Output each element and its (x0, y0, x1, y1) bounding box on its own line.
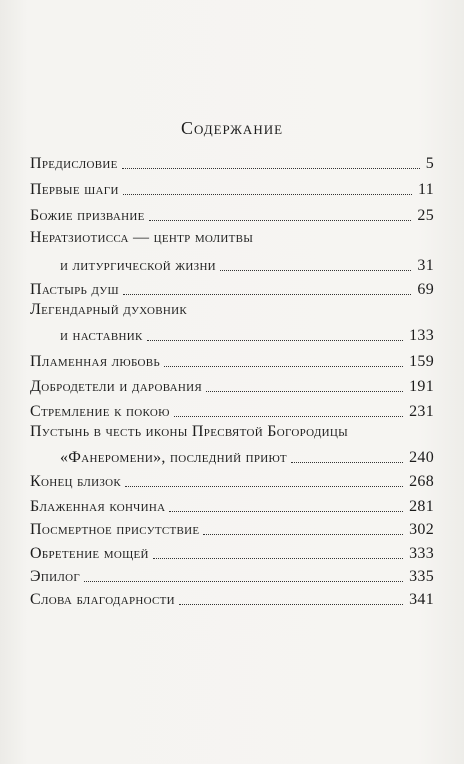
leader-dots (123, 293, 412, 295)
toc-entry-page: 335 (409, 568, 434, 585)
toc-entry-title: Пастырь душ (30, 281, 119, 298)
toc-entry (30, 542, 434, 564)
toc-entry (30, 518, 434, 540)
leader-dots (220, 269, 411, 271)
leader-dots (203, 533, 403, 535)
toc-entry (30, 350, 434, 372)
toc-entry-title-line1: Пустынь в честь иконы Пресвятой Богородицы (30, 423, 349, 440)
leader-dots (179, 603, 403, 605)
toc-entry-title: Эпилог (30, 568, 81, 585)
toc-entry (30, 446, 434, 468)
toc-entry-page: 281 (409, 498, 434, 515)
toc-entry (30, 254, 434, 276)
leader-dots (149, 219, 412, 221)
toc-entry-page: 25 (417, 207, 434, 224)
toc-entry-title: и наставник (60, 327, 143, 344)
toc-entry-page: 133 (409, 327, 434, 344)
toc-entry-title: и литургической жизни (60, 257, 216, 274)
leader-dots (125, 485, 403, 487)
leader-dots (291, 461, 403, 463)
toc-entry (30, 400, 434, 422)
leader-dots (169, 510, 403, 512)
toc-entry (30, 375, 434, 397)
toc-entry (30, 565, 434, 587)
toc-entry-title: Слова благодарности (30, 591, 175, 608)
toc-entry (30, 470, 434, 492)
toc-entry-title: Посмертное присутствие (30, 521, 200, 538)
toc-entry-page: 302 (409, 521, 434, 538)
toc-entry-title: Пламенная любовь (30, 353, 161, 370)
toc-entry-page: 268 (409, 473, 434, 490)
toc-entry (30, 588, 434, 610)
toc-entry (30, 204, 434, 226)
leader-dots (153, 557, 403, 559)
toc-entry-page: 31 (417, 257, 434, 274)
leader-dots (147, 339, 403, 341)
toc-entry-title-line1: Легендарный духовник (30, 301, 187, 318)
toc-entry-title: Добродетели и дарования (30, 378, 203, 395)
toc-entry-page: 341 (409, 591, 434, 608)
toc-entry-page: 240 (409, 449, 434, 466)
toc-entry-title-line1: Нератзиотисса — центр молитвы (30, 229, 254, 246)
leader-dots (84, 580, 403, 582)
page-title: Содержание (180, 118, 284, 138)
toc-entry (30, 178, 434, 200)
leader-dots (123, 193, 412, 195)
toc-entry-page: 159 (409, 353, 434, 370)
toc-entry-page: 333 (409, 545, 434, 562)
toc-entry-title: Предисловие (30, 155, 118, 172)
toc-entry-page: 69 (417, 281, 434, 298)
leader-dots (174, 415, 403, 417)
toc-entry-title: Блаженная кончина (30, 498, 166, 515)
toc-entry-title: Конец близок (30, 473, 122, 490)
toc-entry (30, 495, 434, 517)
leader-dots (206, 390, 403, 392)
toc-entry-title: Стремление к покою (30, 403, 170, 420)
leader-dots (122, 167, 420, 169)
toc-entry-page: 231 (409, 403, 434, 420)
toc-entry-title: Божие призвание (30, 207, 145, 224)
toc-entry-title: Обретение мощей (30, 545, 149, 562)
leader-dots (164, 365, 403, 367)
toc-entry-page: 191 (409, 378, 434, 395)
toc-entry-title: Первые шаги (30, 181, 119, 198)
toc-entry-page: 5 (425, 155, 434, 172)
toc-entry-title: «Фанеромени», последний приют (60, 449, 287, 466)
toc-entry-page: 11 (417, 181, 434, 198)
toc-entry (30, 278, 434, 300)
toc-entry (30, 324, 434, 346)
toc-entry (30, 152, 434, 174)
